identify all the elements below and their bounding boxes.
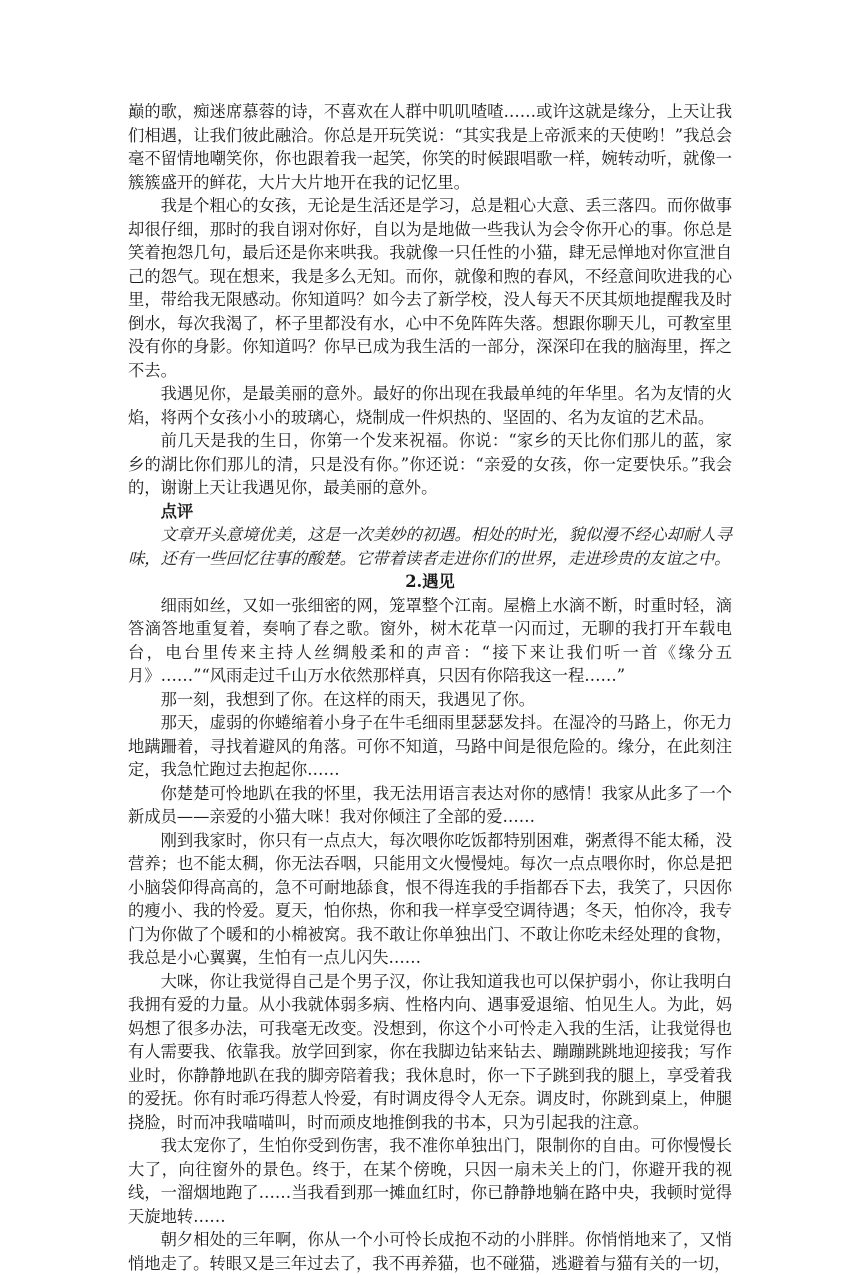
comment-heading: 点评 xyxy=(160,501,194,521)
document-page xyxy=(128,100,732,1275)
story1-paragraph-3: 我遇见你，是最美丽的意外。最好的你出现在我最单纯的年华里。名为友情的火焰，将两个女孩小小的玻璃心，烧制成一件炽热的、坚固的、名为友谊的艺术品。 xyxy=(128,384,732,427)
story2-paragraph-8: 朝夕相处的三年啊，你从一个小可怜长成抱不动的小胖胖。你悄悄地来了，又悄悄地走了。转眼又是三年过去了，我不再养猫，也不碰猫，逃避着与猫有关的一切， xyxy=(128,1230,732,1273)
story2-paragraph-5: 刚到我家时，你只有一点点大，每次喂你吃饭都特别困难，粥煮得不能太稀，没营养；也不能太稠，你无法吞咽，只能用文火慢慢炖。每次一点点喂你时，你总是把小脑袋仰得高高的，急不可耐地舔食，恨不得连我的手指都吞下去，我笑了，只因你的瘦小、我的怜爱。夏天，怕你热，你和我一样享受空调待遇；冬天，怕你冷，我专门为你做了个暖和的小棉被窝。我不敢让你单独出门、不敢让你吃未经处理的食物，我总是小心翼翼，生怕有一点儿闪失…… xyxy=(128,830,732,967)
story2-paragraph-6: 大咪，你让我觉得自己是个男子汉，你让我知道我也可以保护弱小，你让我明白我拥有爱的力量。从小我就体弱多病、性格内向、遇事爱退缩、怕见生人。为此，妈妈想了很多办法，可我毫无改变。没想到，你这个小可怜走入我的生活，让我觉得也有人需要我、依靠我。放学回到家，你在我脚边钻来钻去、蹦蹦跳跳地迎接我；写作业时，你静静地趴在我的脚旁陪着我；我休息时，你一下子跳到我的腿上，享受着我的爱抚。你有时乖巧得惹人怜爱，有时调皮得令人无奈。调皮时，你跳到桌上，伸腿挠脸，时而冲我喵喵叫，时而顽皮地推倒我的书本，只为引起我的注意。 xyxy=(128,971,732,1132)
story2-paragraph-2: 那一刻，我想到了你。在这样的雨天，我遇见了你。 xyxy=(160,689,536,709)
story2-paragraph-7: 我太宠你了，生怕你受到伤害，我不准你单独出门，限制你的自由。可你慢慢长大了，向往窗外的景色。终于，在某个傍晚，只因一扇未关上的门，你避开我的视线，一溜烟地跑了……当我看到那一摊血红时，你已静静地躺在路中央，我顿时觉得天旋地转…… xyxy=(128,1136,732,1226)
story1-paragraph-1: 巅的歌，痴迷席慕蓉的诗，不喜欢在人群中叽叽喳喳……或许这就是缘分，上天让我们相遇，让我们彼此融洽。你总是开玩笑说：“其实我是上帝派来的天使哟！”我总会毫不留情地嘲笑你，你也跟着我一起笑，你笑的时候跟唱歌一样，婉转动听，就像一簇簇盛开的鲜花，大片大片地开在我的记忆里。 xyxy=(128,102,732,192)
story2-paragraph-1: 细雨如丝，又如一张细密的网，笼罩整个江南。屋檐上水滴不断，时重时轻，滴答滴答地重复着，奏响了春之歌。窗外，树木花草一闪而过，无聊的我打开车载电台，电台里传来主持人丝绸般柔和的声音：“接下来让我们听一首《缘分五月》……”“风雨走过千山万水依然那样真，只因有你陪我这一程……” xyxy=(128,595,732,685)
story1-paragraph-4: 前几天是我的生日，你第一个发来祝福。你说：“家乡的天比你们那儿的蓝，家乡的湖比你们那儿的清，只是没有你。”你还说：“亲爱的女孩，你一定要快乐。”我会的，谢谢上天让我遇见你，最美丽的意外。 xyxy=(128,431,732,497)
story2-paragraph-3: 那天，虚弱的你蜷缩着小身子在牛毛细雨里瑟瑟发抖。在湿冷的马路上，你无力地蹒跚着，寻找着避风的角落。可你不知道，马路中间是很危险的。缘分，在此刻注定，我急忙跑过去抱起你…… xyxy=(128,713,732,779)
story2-paragraph-4: 你楚楚可怜地趴在我的怀里，我无法用语言表达对你的感情！我家从此多了一个新成员——亲爱的小猫大咪！我对你倾注了全部的爱…… xyxy=(128,783,732,826)
story2-title: 2.遇见 xyxy=(405,572,455,591)
story1-paragraph-2: 我是个粗心的女孩，无论是生活还是学习，总是粗心大意、丢三落四。而你做事却很仔细，那时的我自诩对你好，自以为是地做一些我认为会令你开心的事。你总是笑着抱怨几句，最后还是你来哄我。我就像一只任性的小猫，肆无忌惮地对你宣泄自己的怨气。现在想来，我是多么无知。而你，就像和煦的春风，不经意间吹进我的心里，带给我无限感动。你知道吗？如今去了新学校，没人每天不厌其烦地提醒我及时倒水，每次我渴了，杯子里都没有水，心中不免阵阵失落。想跟你聊天儿，可教室里没有你的身影。你知道吗？你早已成为我生活的一部分，深深印在我的脑海里，挥之不去。 xyxy=(128,196,732,380)
comment-text: 文章开头意境优美，这是一次美妙的初遇。相处的时光，貌似漫不经心却耐人寻味，还有一些回忆往事的酸楚。它带着读者走进你们的世界，走进珍贵的友谊之中。 xyxy=(128,525,732,568)
